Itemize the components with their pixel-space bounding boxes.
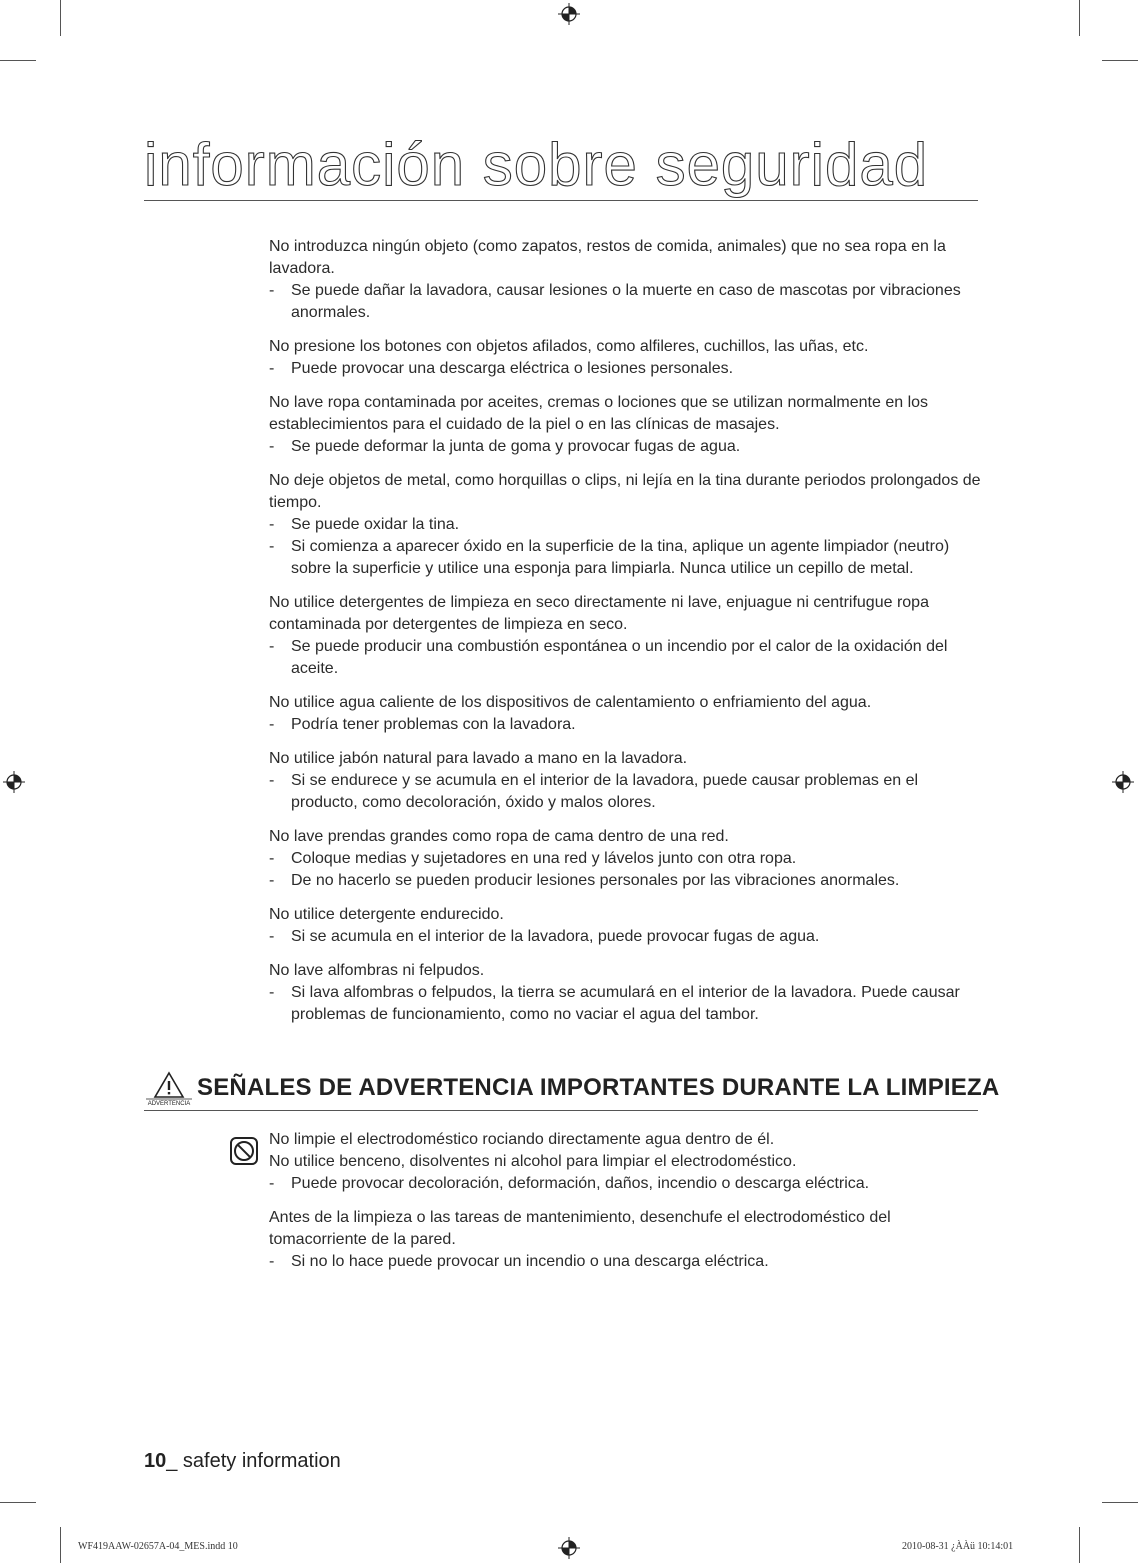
safety-instructions-list	[269, 236, 981, 1038]
instruction-block	[269, 1129, 981, 1195]
crop-mark	[60, 0, 61, 36]
instruction-text: No utilice agua caliente de los dispositivos de calentamiento o enfriamiento del agua.	[269, 694, 872, 711]
instruction-consequence	[269, 536, 981, 580]
instruction-consequence	[269, 280, 981, 324]
consequence-text: Se puede dañar la lavadora, causar lesiones o la muerte en caso de mascotas por vibraciones anormales.	[291, 282, 961, 321]
consequence-text: Si se endurece y se acumula en el interior de la lavadora, puede causar problemas en el producto, como decoloración, óxido y malos olores.	[291, 772, 919, 811]
consequence-text: Se puede oxidar la tina.	[291, 516, 460, 533]
page-number: 10	[144, 1450, 167, 1472]
dash-bullet: -	[269, 438, 275, 455]
dash-bullet: -	[269, 638, 275, 655]
consequence-text: Puede provocar decoloración, deformación, daños, incendio o descarga eléctrica.	[291, 1175, 870, 1192]
print-slug-date: 2010-08-31 ¿ÀÀü 10:14:01	[902, 1541, 1014, 1552]
dash-bullet: -	[269, 716, 275, 733]
instruction-text: No lave ropa contaminada por aceites, cremas o lociones que se utilizan normalmente en los establecimientos para el cuidado de la piel o en las clínicas de masajes.	[269, 394, 929, 433]
instruction-block	[269, 236, 981, 324]
consequence-text: Si se acumula en el interior de la lavadora, puede provocar fugas de agua.	[291, 928, 820, 945]
registration-mark-icon	[3, 771, 25, 793]
consequence-text: Puede provocar una descarga eléctrica o lesiones personales.	[291, 360, 734, 377]
instruction-text: No utilice jabón natural para lavado a mano en la lavadora.	[269, 750, 688, 767]
instruction-block	[269, 336, 981, 380]
dash-bullet: -	[269, 772, 275, 789]
registration-mark-icon	[1112, 771, 1134, 793]
crop-mark	[1079, 0, 1080, 36]
instruction-consequence	[269, 358, 981, 380]
page-footer	[144, 1450, 341, 1473]
print-slug-file: WF419AAW-02657A-04_MES.indd 10	[78, 1541, 238, 1552]
instruction-text: No lave prendas grandes como ropa de cama dentro de una red.	[269, 828, 729, 845]
instruction-block	[269, 904, 981, 948]
crop-mark	[1079, 1527, 1080, 1563]
instruction-consequence	[269, 514, 981, 536]
instruction-consequence	[269, 714, 981, 736]
instruction-consequence	[269, 1251, 981, 1273]
crop-mark	[1102, 1502, 1138, 1503]
dash-bullet: -	[269, 282, 275, 299]
instruction-text: No utilice detergentes de limpieza en seco directamente ni lave, enjuague ni centrifugue ropa contaminada por detergentes de limpieza en seco.	[269, 594, 929, 633]
instruction-consequence	[269, 636, 981, 680]
crop-mark	[1102, 60, 1138, 61]
dash-bullet: -	[269, 850, 275, 867]
prohibited-icon	[229, 1136, 259, 1166]
instruction-consequence	[269, 436, 981, 458]
registration-mark-icon	[558, 1537, 580, 1559]
dash-bullet: -	[269, 516, 275, 533]
consequence-text: Si no lo hace puede provocar un incendio o una descarga eléctrica.	[291, 1253, 769, 1270]
instruction-text: No introduzca ningún objeto (como zapatos, restos de comida, animales) que no sea ropa en la lavadora.	[269, 238, 946, 277]
instruction-text: No limpie el electrodoméstico rociando directamente agua dentro de él. No utilice benceno, disolventes ni alcohol para limpiar el electrodoméstico.	[269, 1131, 797, 1170]
registration-mark-icon	[558, 3, 580, 25]
footer-section-label: _ safety information	[166, 1450, 341, 1472]
instruction-consequence	[269, 870, 981, 892]
page-title: información sobre seguridad	[144, 130, 978, 201]
instruction-consequence	[269, 848, 981, 870]
dash-bullet: -	[269, 1253, 275, 1270]
dash-bullet: -	[269, 360, 275, 377]
instruction-block	[269, 960, 981, 1026]
warning-icon-label: ADVERTENCIA	[147, 1101, 191, 1107]
dash-bullet: -	[269, 928, 275, 945]
dash-bullet: -	[269, 984, 275, 1001]
instruction-block	[269, 1207, 981, 1273]
instruction-block	[269, 392, 981, 458]
dash-bullet: -	[269, 538, 275, 555]
instruction-block	[269, 692, 981, 736]
instruction-consequence	[269, 770, 981, 814]
consequence-text: Coloque medias y sujetadores en una red y lávelos junto con otra ropa.	[291, 850, 797, 867]
crop-mark	[60, 1527, 61, 1563]
instruction-text: No deje objetos de metal, como horquillas o clips, ni lejía en la tina durante periodos prolongados de tiempo.	[269, 472, 981, 511]
consequence-text: De no hacerlo se pueden producir lesiones personales por las vibraciones anormales.	[291, 872, 900, 889]
instruction-consequence	[269, 982, 981, 1026]
instruction-text: No lave alfombras ni felpudos.	[269, 962, 485, 979]
crop-mark	[0, 1502, 36, 1503]
instruction-block	[269, 470, 981, 580]
consequence-text: Si comienza a aparecer óxido en la superficie de la tina, aplique un agente limpiador (neutro) sobre la superficie y utilice una esponja para limpiarla. Nunca utilice un cepillo de metal.	[291, 538, 950, 577]
consequence-text: Podría tener problemas con la lavadora.	[291, 716, 576, 733]
instruction-block	[269, 592, 981, 680]
consequence-text: Se puede producir una combustión espontánea o un incendio por el calor de la oxidación del aceite.	[291, 638, 948, 677]
instruction-consequence	[269, 926, 981, 948]
consequence-text: Se puede deformar la junta de goma y provocar fugas de agua.	[291, 438, 741, 455]
warning-triangle-icon	[144, 1070, 194, 1108]
cleaning-warnings-list	[269, 1129, 981, 1285]
crop-mark	[0, 60, 36, 61]
instruction-block	[269, 748, 981, 814]
warning-section-title: SEÑALES DE ADVERTENCIA IMPORTANTES DURANTE LA LIMPIEZA	[197, 1074, 1000, 1101]
instruction-block	[269, 826, 981, 892]
instruction-consequence	[269, 1173, 981, 1195]
dash-bullet: -	[269, 1175, 275, 1192]
instruction-text: No presione los botones con objetos afilados, como alfileres, cuchillos, las uñas, etc.	[269, 338, 869, 355]
instruction-text: Antes de la limpieza o las tareas de mantenimiento, desenchufe el electrodoméstico del tomacorriente de la pared.	[269, 1209, 891, 1248]
dash-bullet: -	[269, 872, 275, 889]
consequence-text: Si lava alfombras o felpudos, la tierra se acumulará en el interior de la lavadora. Puede causar problemas de funcionamiento, como no vaciar el agua del tambor.	[291, 984, 960, 1023]
instruction-text: No utilice detergente endurecido.	[269, 906, 504, 923]
warning-heading	[144, 1068, 1000, 1111]
